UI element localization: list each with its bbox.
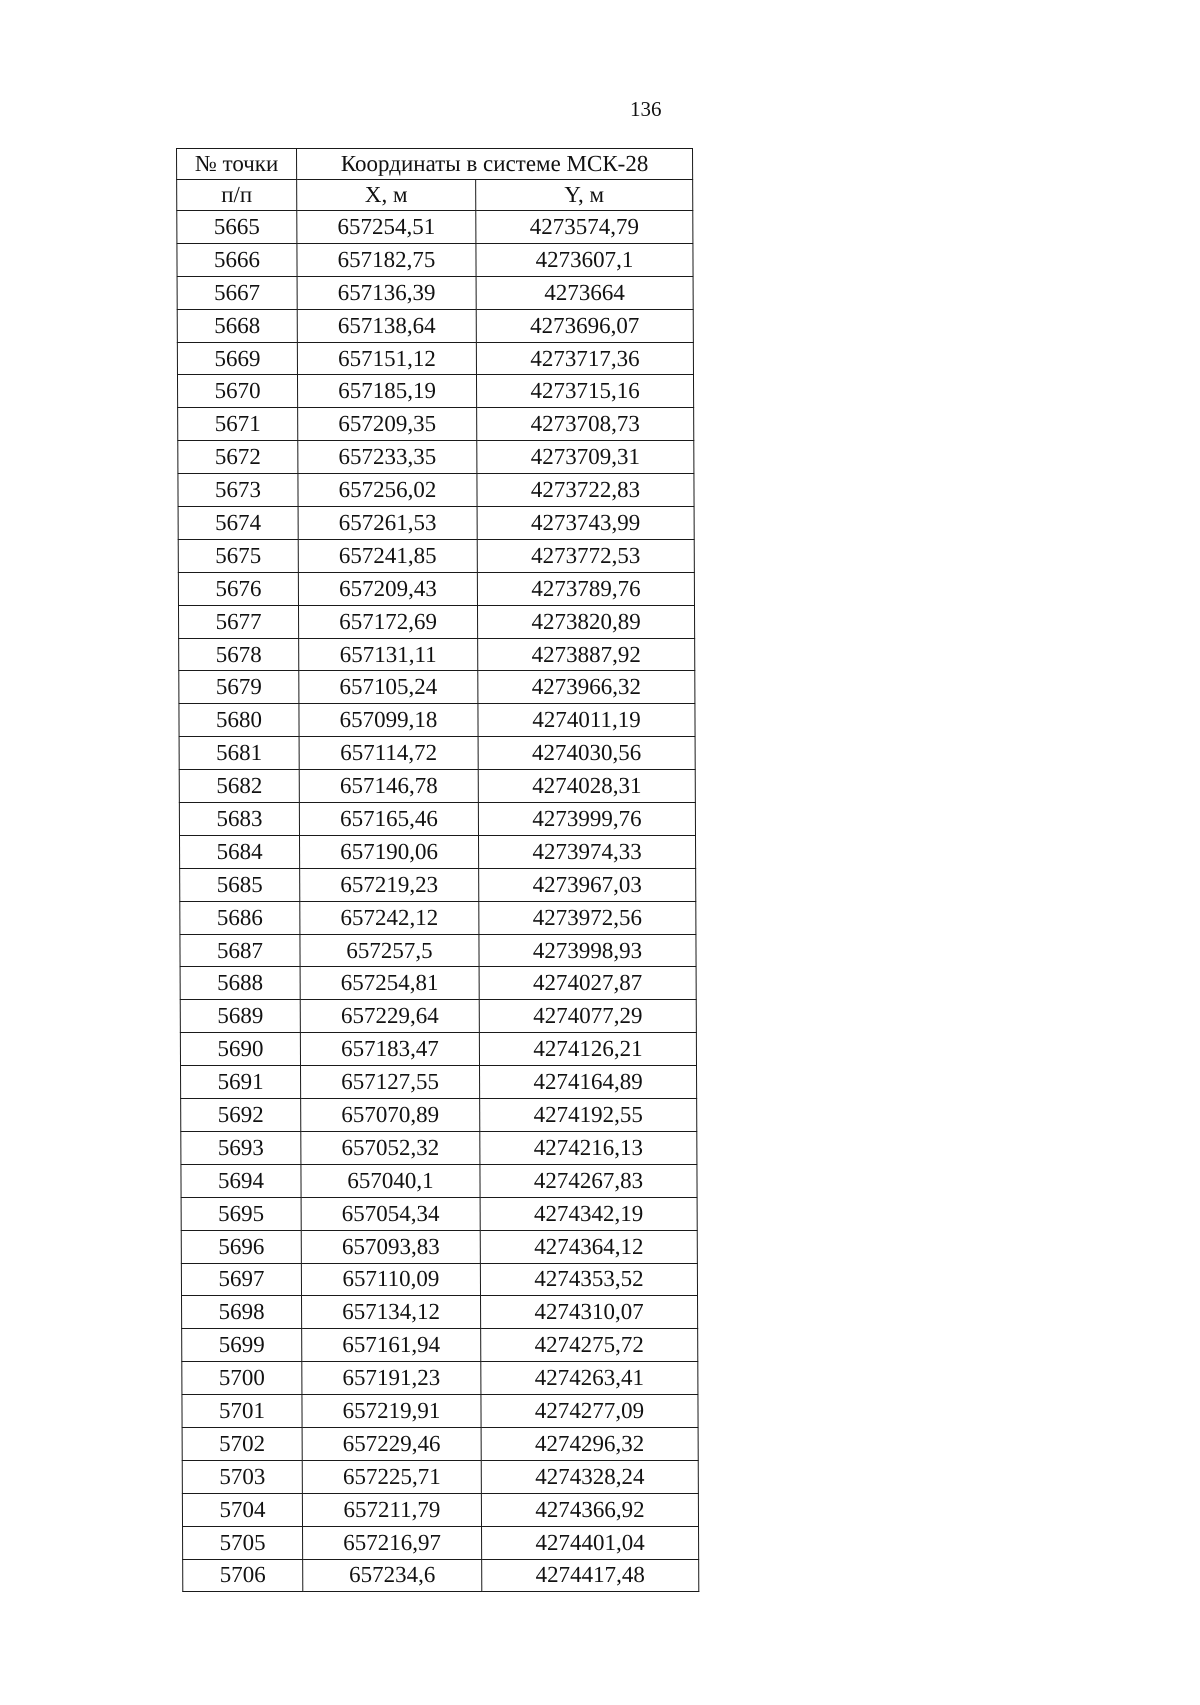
- table-row: [179, 638, 695, 671]
- cell-y: 4274077,29: [479, 1000, 696, 1033]
- table-row: [178, 572, 694, 605]
- cell-x: 657219,91: [302, 1395, 481, 1428]
- cell-point-number: 5696: [181, 1230, 301, 1263]
- cell-x: 657131,11: [299, 638, 478, 671]
- cell-x: 657093,83: [301, 1230, 480, 1263]
- table-row: [179, 803, 695, 836]
- header-x: X, м: [297, 180, 476, 211]
- table-row: [182, 1493, 698, 1526]
- table-row: [181, 1066, 697, 1099]
- table-row: [180, 868, 696, 901]
- cell-point-number: 5670: [177, 375, 297, 408]
- cell-point-number: 5700: [182, 1362, 302, 1395]
- table-row: [179, 671, 695, 704]
- cell-x: 657114,72: [299, 737, 478, 770]
- table-row: [183, 1526, 699, 1559]
- cell-y: 4273974,33: [478, 835, 695, 868]
- cell-y: 4273708,73: [477, 408, 694, 441]
- cell-y: 4274267,83: [480, 1164, 697, 1197]
- cell-x: 657040,1: [301, 1164, 480, 1197]
- cell-x: 657234,6: [303, 1559, 482, 1592]
- cell-x: 657165,46: [299, 803, 478, 836]
- cell-y: 4273972,56: [479, 901, 696, 934]
- cell-y: 4274164,89: [480, 1066, 697, 1099]
- cell-x: 657254,81: [300, 967, 479, 1000]
- cell-point-number: 5705: [183, 1526, 303, 1559]
- cell-point-number: 5669: [177, 342, 297, 375]
- cell-point-number: 5694: [181, 1164, 301, 1197]
- table-row: [181, 1131, 697, 1164]
- cell-y: 4274275,72: [481, 1329, 698, 1362]
- cell-y: 4273820,89: [477, 605, 694, 638]
- cell-x: 657211,79: [302, 1493, 481, 1526]
- cell-y: 4273709,31: [477, 441, 694, 474]
- cell-point-number: 5680: [179, 704, 299, 737]
- cell-x: 657161,94: [302, 1329, 481, 1362]
- cell-point-number: 5688: [180, 967, 300, 1000]
- cell-x: 657070,89: [301, 1099, 480, 1132]
- cell-x: 657052,32: [301, 1131, 480, 1164]
- cell-x: 657219,23: [300, 868, 479, 901]
- cell-x: 657242,12: [300, 901, 479, 934]
- table-body: [177, 211, 699, 1592]
- cell-y: 4274192,55: [480, 1099, 697, 1132]
- table-row: [179, 737, 695, 770]
- cell-point-number: 5697: [181, 1263, 301, 1296]
- table-row: [181, 1197, 697, 1230]
- header-row-bottom: [177, 180, 693, 211]
- cell-x: 657182,75: [297, 243, 476, 276]
- cell-point-number: 5682: [179, 770, 299, 803]
- cell-y: 4274401,04: [482, 1526, 699, 1559]
- cell-y: 4273998,93: [479, 934, 696, 967]
- cell-point-number: 5673: [178, 474, 298, 507]
- table-row: [178, 507, 694, 540]
- table-row: [178, 474, 694, 507]
- table-row: [179, 704, 695, 737]
- cell-y: 4274030,56: [478, 737, 695, 770]
- cell-x: 657191,23: [302, 1362, 481, 1395]
- cell-x: 657134,12: [302, 1296, 481, 1329]
- table-row: [180, 934, 696, 967]
- cell-x: 657229,46: [302, 1427, 481, 1460]
- cell-y: 4274263,41: [481, 1362, 698, 1395]
- cell-x: 657261,53: [298, 507, 477, 540]
- cell-y: 4273999,76: [478, 803, 695, 836]
- cell-x: 657110,09: [301, 1263, 480, 1296]
- cell-x: 657136,39: [297, 276, 476, 309]
- cell-y: 4273715,16: [476, 375, 693, 408]
- cell-y: 4274353,52: [480, 1263, 697, 1296]
- header-point-sub: п/п: [177, 180, 297, 211]
- cell-point-number: 5690: [180, 1033, 300, 1066]
- cell-x: 657209,35: [298, 408, 477, 441]
- cell-x: 657257,5: [300, 934, 479, 967]
- cell-y: 4274366,92: [481, 1493, 698, 1526]
- cell-y: 4274011,19: [478, 704, 695, 737]
- cell-point-number: 5693: [181, 1131, 301, 1164]
- table-row: [178, 408, 694, 441]
- cell-point-number: 5686: [180, 901, 300, 934]
- table-row: [178, 605, 694, 638]
- table-row: [182, 1296, 698, 1329]
- table-row: [177, 375, 693, 408]
- table-row: [179, 770, 695, 803]
- cell-point-number: 5687: [180, 934, 300, 967]
- cell-y: 4273772,53: [477, 539, 694, 572]
- cell-y: 4274277,09: [481, 1395, 698, 1428]
- cell-x: 657233,35: [298, 441, 477, 474]
- table-row: [181, 1263, 697, 1296]
- cell-point-number: 5683: [179, 803, 299, 836]
- cell-y: 4273574,79: [476, 211, 693, 244]
- page-number: 136: [630, 97, 662, 121]
- table-row: [180, 901, 696, 934]
- header-row-top: [177, 149, 693, 180]
- cell-x: 657216,97: [303, 1526, 482, 1559]
- cell-point-number: 5689: [180, 1000, 300, 1033]
- cell-x: 657151,12: [297, 342, 476, 375]
- cell-point-number: 5692: [181, 1099, 301, 1132]
- cell-y: 4274328,24: [481, 1460, 698, 1493]
- cell-point-number: 5678: [179, 638, 299, 671]
- cell-y: 4274364,12: [480, 1230, 697, 1263]
- cell-y: 4274342,19: [480, 1197, 697, 1230]
- table-row: [177, 276, 693, 309]
- cell-x: 657254,51: [297, 211, 476, 244]
- cell-point-number: 5685: [180, 868, 300, 901]
- cell-y: 4273743,99: [477, 507, 694, 540]
- cell-x: 657229,64: [300, 1000, 479, 1033]
- cell-point-number: 5703: [182, 1460, 302, 1493]
- cell-point-number: 5672: [178, 441, 298, 474]
- cell-x: 657127,55: [301, 1066, 480, 1099]
- cell-y: 4273717,36: [476, 342, 693, 375]
- table-row: [178, 441, 694, 474]
- header-point-number: № точки: [177, 149, 297, 180]
- cell-point-number: 5701: [182, 1395, 302, 1428]
- cell-x: 657256,02: [298, 474, 477, 507]
- cell-y: 4274027,87: [479, 967, 696, 1000]
- cell-point-number: 5667: [177, 276, 297, 309]
- cell-point-number: 5695: [181, 1197, 301, 1230]
- table-row: [182, 1427, 698, 1460]
- cell-y: 4273664: [476, 276, 693, 309]
- cell-y: 4273696,07: [476, 309, 693, 342]
- table-row: [177, 309, 693, 342]
- cell-x: 657225,71: [302, 1460, 481, 1493]
- cell-x: 657209,43: [298, 572, 477, 605]
- cell-point-number: 5684: [179, 835, 299, 868]
- cell-point-number: 5675: [178, 539, 298, 572]
- table-row: [180, 1000, 696, 1033]
- table-row: [182, 1362, 698, 1395]
- cell-point-number: 5681: [179, 737, 299, 770]
- table-row: [177, 211, 693, 244]
- table-row: [182, 1395, 698, 1428]
- cell-y: 4274310,07: [481, 1296, 698, 1329]
- cell-point-number: 5677: [178, 605, 298, 638]
- cell-y: 4273789,76: [477, 572, 694, 605]
- header-y: Y, м: [476, 180, 693, 211]
- table-row: [183, 1559, 699, 1592]
- cell-x: 657190,06: [299, 835, 478, 868]
- header-coordinates: Координаты в системе МСК-28: [297, 149, 693, 180]
- cell-x: 657054,34: [301, 1197, 480, 1230]
- cell-point-number: 5676: [178, 572, 298, 605]
- table-row: [178, 539, 694, 572]
- table-row: [177, 342, 693, 375]
- cell-y: 4273887,92: [478, 638, 695, 671]
- cell-x: 657105,24: [299, 671, 478, 704]
- cell-x: 657183,47: [300, 1033, 479, 1066]
- cell-point-number: 5698: [182, 1296, 302, 1329]
- cell-y: 4274216,13: [480, 1131, 697, 1164]
- cell-y: 4273722,83: [477, 474, 694, 507]
- cell-y: 4273967,03: [479, 868, 696, 901]
- cell-point-number: 5665: [177, 211, 297, 244]
- coordinates-table: [176, 148, 699, 1592]
- table-row: [181, 1099, 697, 1132]
- cell-y: 4273966,32: [478, 671, 695, 704]
- table-row: [181, 1230, 697, 1263]
- cell-x: 657185,19: [297, 375, 476, 408]
- cell-point-number: 5691: [181, 1066, 301, 1099]
- cell-point-number: 5704: [182, 1493, 302, 1526]
- cell-x: 657241,85: [298, 539, 477, 572]
- cell-point-number: 5706: [183, 1559, 303, 1592]
- cell-x: 657138,64: [297, 309, 476, 342]
- table-row: [180, 1033, 696, 1066]
- cell-y: 4274126,21: [479, 1033, 696, 1066]
- table-row: [179, 835, 695, 868]
- cell-y: 4274296,32: [481, 1427, 698, 1460]
- cell-point-number: 5674: [178, 507, 298, 540]
- cell-point-number: 5668: [177, 309, 297, 342]
- cell-point-number: 5666: [177, 243, 297, 276]
- cell-point-number: 5671: [178, 408, 298, 441]
- table-row: [182, 1460, 698, 1493]
- cell-y: 4274028,31: [478, 770, 695, 803]
- cell-y: 4274417,48: [482, 1559, 699, 1592]
- table-row: [180, 967, 696, 1000]
- table-row: [177, 243, 693, 276]
- table-row: [181, 1164, 697, 1197]
- cell-point-number: 5702: [182, 1427, 302, 1460]
- cell-x: 657099,18: [299, 704, 478, 737]
- cell-x: 657172,69: [298, 605, 477, 638]
- cell-point-number: 5699: [182, 1329, 302, 1362]
- table-row: [182, 1329, 698, 1362]
- cell-y: 4273607,1: [476, 243, 693, 276]
- cell-x: 657146,78: [299, 770, 478, 803]
- table-header: [177, 149, 693, 211]
- cell-point-number: 5679: [179, 671, 299, 704]
